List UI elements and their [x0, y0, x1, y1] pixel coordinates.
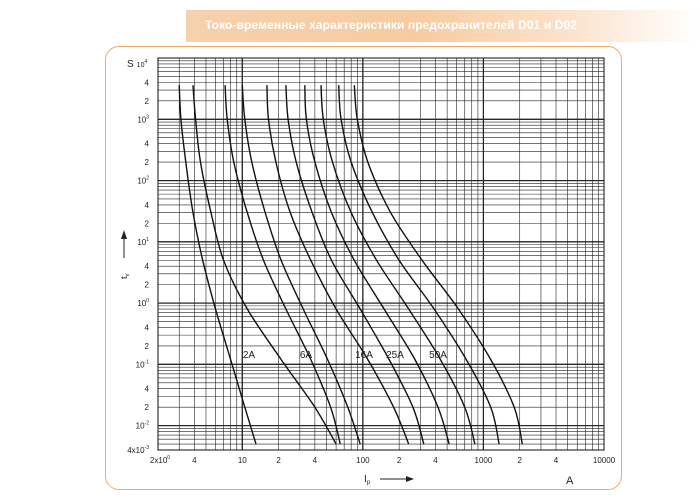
curve-label-2A: 2A: [242, 350, 256, 361]
y-tick-label: 4: [144, 384, 149, 394]
y-tick-label: $10^{-2}$: [135, 420, 149, 431]
x-tick-label: 2: [396, 456, 402, 465]
y-tick-label: $10^1$: [137, 236, 149, 247]
x-axis-arrow-head: [406, 476, 414, 482]
y-tick-label: 2: [144, 158, 149, 168]
y-tick-label: $10^2$: [137, 175, 149, 186]
x-tick-label: 4: [192, 456, 197, 465]
curve-label-16A: 16A: [355, 350, 373, 361]
y-tick-label: $4x10^{-3}$: [127, 445, 149, 455]
y-tick-label: 2: [144, 96, 149, 106]
x-unit-label: A: [566, 475, 574, 487]
x-tick-label: 4: [312, 456, 318, 465]
x-tick-label: $2x10^0$: [149, 455, 171, 465]
x-tick-label: 4: [433, 456, 438, 465]
y-tick-label: 4: [144, 323, 149, 333]
curve-label-6A: 6A: [299, 350, 313, 361]
y-tick-label: 4: [144, 200, 149, 210]
label-layer: [243, 350, 447, 361]
y-tick-label: 2: [144, 403, 149, 413]
x-axis-label: $I_p$: [364, 474, 371, 486]
y-tick-label: 2: [144, 341, 149, 351]
y-tick-label: 4: [144, 262, 149, 272]
fuse-curve-6: [286, 85, 424, 444]
x-tick-label: 2: [517, 456, 522, 465]
chart-title: Токо-временные характеристики предохранителей D01 и D02: [205, 18, 578, 32]
y-tick-label: $10^3$: [137, 114, 149, 125]
x-tick-label: 100: [356, 456, 370, 465]
curve-label-25A: 25A: [386, 350, 404, 361]
y-tick-label: 2: [144, 280, 149, 290]
x-tick-label: 4: [553, 456, 559, 465]
y-axis-label: $t_v$: [119, 273, 131, 279]
x-tick-label: 10000: [592, 456, 616, 465]
y-unit-label: S $10^4$: [127, 59, 148, 70]
x-tick-label: 2: [276, 456, 281, 465]
x-tick-label: 10: [237, 456, 247, 465]
y-tick-label: 4: [144, 139, 149, 149]
y-tick-label: 2: [144, 219, 149, 229]
plot-border: [158, 58, 604, 450]
y-axis-arrow-head: [121, 230, 127, 239]
x-axis-title: [364, 474, 414, 486]
curve-label-50A: 50A: [429, 350, 447, 361]
fuse-curve-5: [267, 85, 409, 444]
fuse-curve-4: [242, 85, 360, 444]
grid-layer: [158, 58, 604, 450]
y-tick-label: $10^{-1}$: [135, 359, 149, 370]
x-tick-label: 1000: [474, 456, 493, 465]
y-axis-title: [119, 230, 131, 279]
y-tick-label: $10^0$: [137, 298, 149, 309]
fuse-curve-1: [179, 85, 256, 444]
y-tick-label: 4: [144, 78, 149, 88]
